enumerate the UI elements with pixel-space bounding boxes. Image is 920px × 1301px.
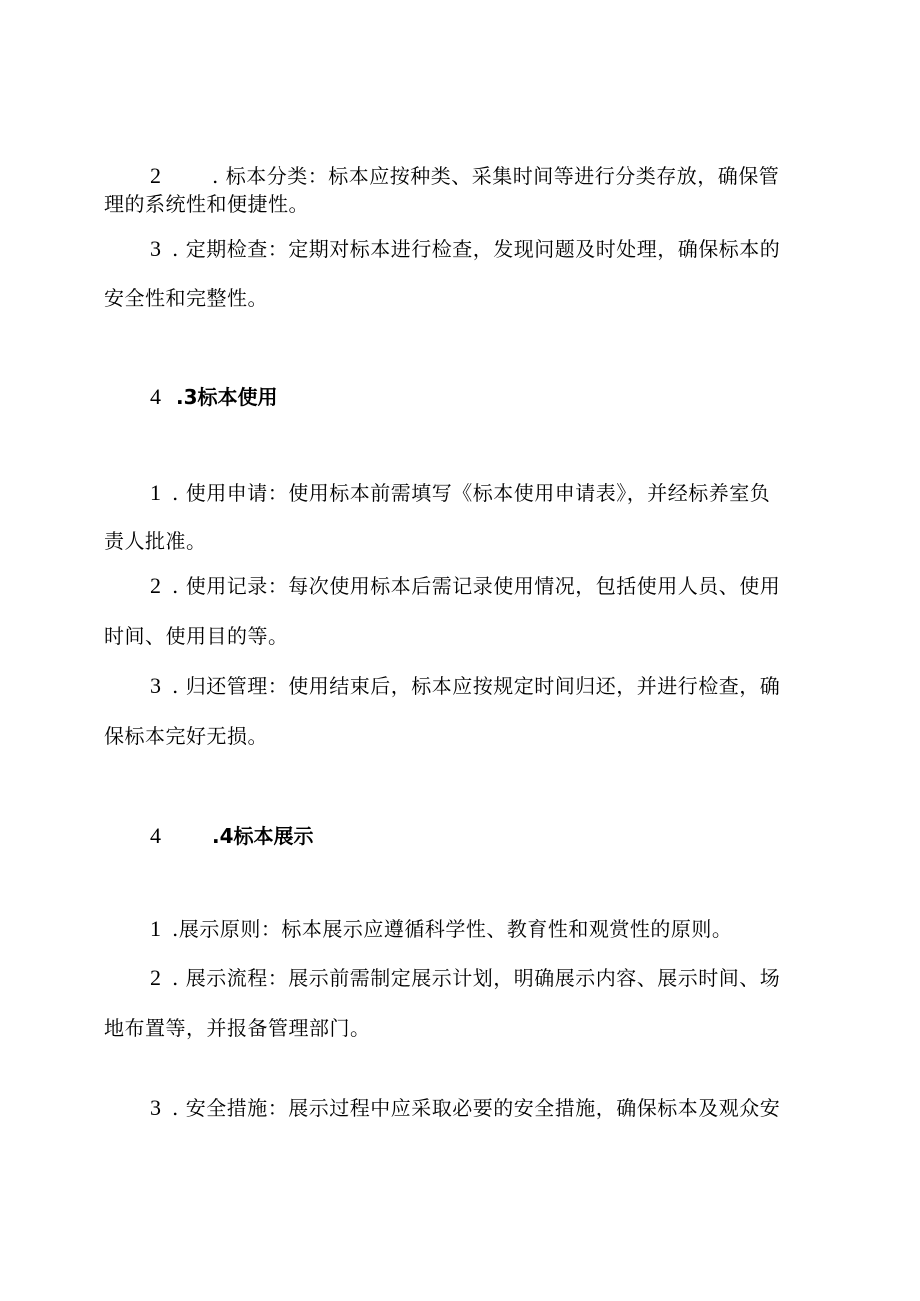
section-number: 4 — [150, 384, 161, 409]
section-title: .3标本使用 — [176, 385, 278, 409]
list-item-line — [150, 572, 780, 600]
list-item-line — [150, 235, 780, 263]
list-item-line — [150, 479, 770, 507]
section-heading — [150, 383, 278, 411]
item-text: . 使用记录：每次使用标本后需记录使用情况，包括使用人员、使用 — [172, 574, 781, 598]
list-item-continuation: 理的系统性和便捷性。 — [104, 192, 309, 216]
list-item-line — [150, 915, 732, 943]
item-number: 2 — [150, 573, 162, 598]
item-text: . 定期检查：定期对标本进行检查，发现问题及时处理，确保标本的 — [172, 237, 781, 261]
item-text: .展示原则：标本展示应遵循科学性、教育性和观赏性的原则。 — [172, 917, 733, 941]
item-number: 3 — [150, 236, 162, 261]
list-item-continuation: 安全性和完整性。 — [104, 286, 268, 310]
list-item-continuation: 责人批准。 — [104, 529, 207, 553]
item-text: . 使用申请：使用标本前需填写《标本使用申请表》，并经标养室负 — [172, 481, 771, 505]
list-item-continuation: 地布置等，并报备管理部门。 — [104, 1016, 371, 1040]
item-text: . 安全措施：展示过程中应采取必要的安全措施，确保标本及观众安 — [172, 1096, 781, 1120]
item-number: 2 — [150, 965, 162, 990]
item-number: 1 — [150, 916, 162, 941]
list-item-line — [150, 1094, 780, 1122]
item-number: 2 — [150, 163, 162, 188]
item-text: . 标本分类：标本应按种类、采集时间等进行分类存放，确保管 — [212, 164, 780, 188]
item-number: 3 — [150, 1095, 162, 1120]
section-number: 4 — [150, 823, 161, 848]
list-item-continuation: 保标本完好无损。 — [104, 724, 268, 748]
list-item-line — [150, 162, 779, 190]
item-text: . 展示流程：展示前需制定展示计划，明确展示内容、展示时间、场 — [172, 966, 781, 990]
item-text: . 归还管理：使用结束后，标本应按规定时间归还，并进行检查，确 — [172, 674, 781, 698]
section-title: .4标本展示 — [212, 824, 314, 848]
item-number: 3 — [150, 673, 162, 698]
item-number: 1 — [150, 480, 162, 505]
list-item-continuation: 时间、使用目的等。 — [104, 624, 289, 648]
list-item-line — [150, 964, 780, 992]
section-heading — [150, 822, 314, 850]
list-item-line — [150, 672, 780, 700]
